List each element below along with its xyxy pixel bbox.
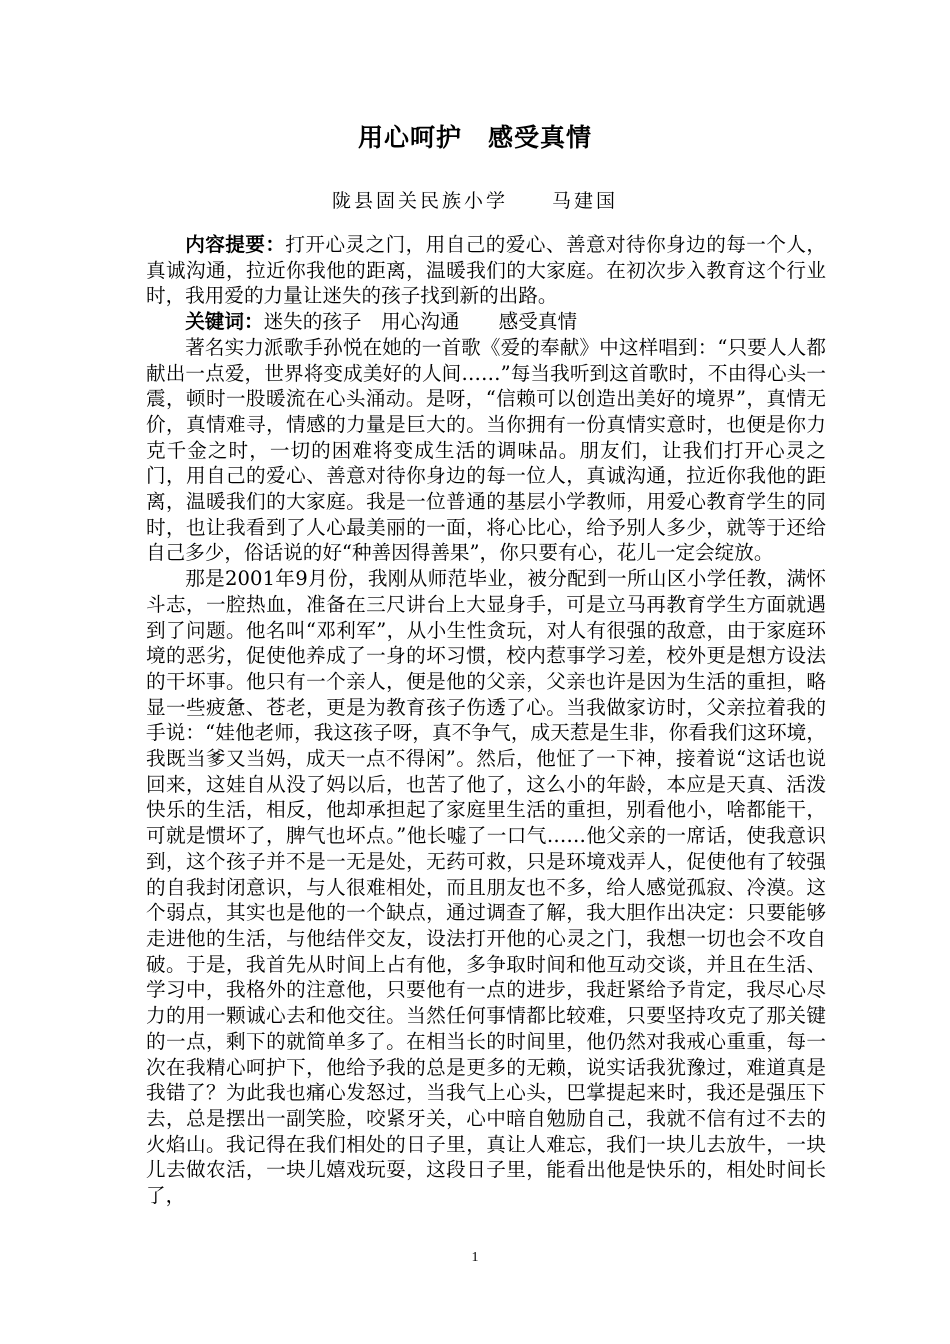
abstract-label: 内容提要： (185, 233, 286, 256)
body-paragraph-2: 那是2001年9月份，我刚从师范毕业，被分配到一所山区小学任教，满怀斗志，一腔热血，准备在三尺讲台上大显身手，可是立马再教育学生方面就遇到了问题。他名叫“邓利军”，从小生性贪玩，对人有很强的敌意，由于家庭环境的恶劣，促使他养成了一身的坏习惯，校内惹事学习差，校外更是想方设法的干坏事。他只有一个亲人，便是他的父亲，父亲也许是因为生活的重担，略显一些疲惫、苍老，更是为教育孩子伤透了心。当我做家访时，父亲拉着我的手说：“娃他老师，我这孩子呀，真不争气，成天惹是生非，你看我们这环境，我既当爹又当妈，成天一点不得闲”。然后，他怔了一下神，接着说“这话也说回来，这娃自从没了妈以后，也苦了他了，这么小的年龄，本应是天真、活泼快乐的生活，相反，他却承担起了家庭里生活的重担，别看他小，啥都能干，可就是惯坏了，脾气也坏点。”他长嘘了一口气……他父亲的一席话，使我意识到，这个孩子并不是一无是处，无药可救，只是环境戏弄人，促使他有了较强的自我封闭意识，与人很难相处，而且朋友也不多，给人感觉孤寂、冷漠。这个弱点，其实也是他的一个缺点，通过调查了解，我大胆作出决定：只要能够走进他的生活，与他结伴交友，设法打开他的心灵之门，我想一切也会不攻自破。于是，我首先从时间上占有他，多争取时间和他互动交谈，并且在生活、学习中，我格外的注意他，只要他有一点的进步，我赶紧给予肯定，我尽心尽力的用一颗诚心去和他交往。当然任何事情都比较难，只要坚持攻克了那关键的一点，剩下的就简单多了。在相当长的时间里，他仍然对我戒心重重，每一次在我精心呵护下，他给予我的总是更多的无赖，说实话我犹豫过，难道真是我错了？为此我也痛心发怒过，当我气上心头，巴掌提起来时，我还是强压下去，总是摆出一副笑脸，咬紧牙关，心中暗自勉励自己，我就不信有过不去的火焰山。我记得在我们相处的日子里，真让人难忘，我们一块儿去放牛，一块儿去做农活，一块儿嬉戏玩耍，这段日子里，能看出他是快乐的，相处时间长了， (146, 567, 826, 1208)
keywords-text: 迷失的孩子 用心沟通 感受真情 (263, 310, 578, 334)
abstract-text: 打开心灵之门，用自己的爱心、善意对待你身边的每一个人，真诚沟通，拉近你我他的距离，温暖我们的大家庭。在初次步入教育这个行业时，我用爱的力量让迷失的孩子找到新的出路。 (146, 233, 827, 308)
body-paragraph-1: 著名实力派歌手孙悦在她的一首歌《爱的奉献》中这样唱到：“只要人人都献出一点爱，世界将变成美好的人间……”每当我听到这首歌时，不由得心头一震，顿时一股暖流在心头涌动。是呀，“信赖可以创造出美好的境界”，真情无价，真情难寻，情感的力量是巨大的。当你拥有一份真情实意时，也便是你力克千金之时，一切的困难将变成生活的调味品。朋友们，让我们打开心灵之门，用自己的爱心、善意对待你身边的每一位人，真诚沟通，拉近你我他的距离，温暖我们的大家庭。我是一位普通的基层小学教师，用爱心教育学生的同时，也让我看到了人心最美丽的一面，将心比心，给予别人多少，就等于还给自己多少，俗话说的好“种善因得善果”，你只要有心，花儿一定会绽放。 (146, 335, 826, 565)
author-line: 陇县固关民族小学 马建国 (331, 190, 618, 212)
keywords-paragraph (146, 309, 826, 335)
keywords-label: 关键词： (185, 310, 264, 334)
page-number: 1 (471, 1250, 479, 1265)
document-body (146, 232, 826, 1209)
abstract-paragraph (146, 232, 826, 309)
document-title: 用心呵护 感受真情 (357, 123, 592, 152)
